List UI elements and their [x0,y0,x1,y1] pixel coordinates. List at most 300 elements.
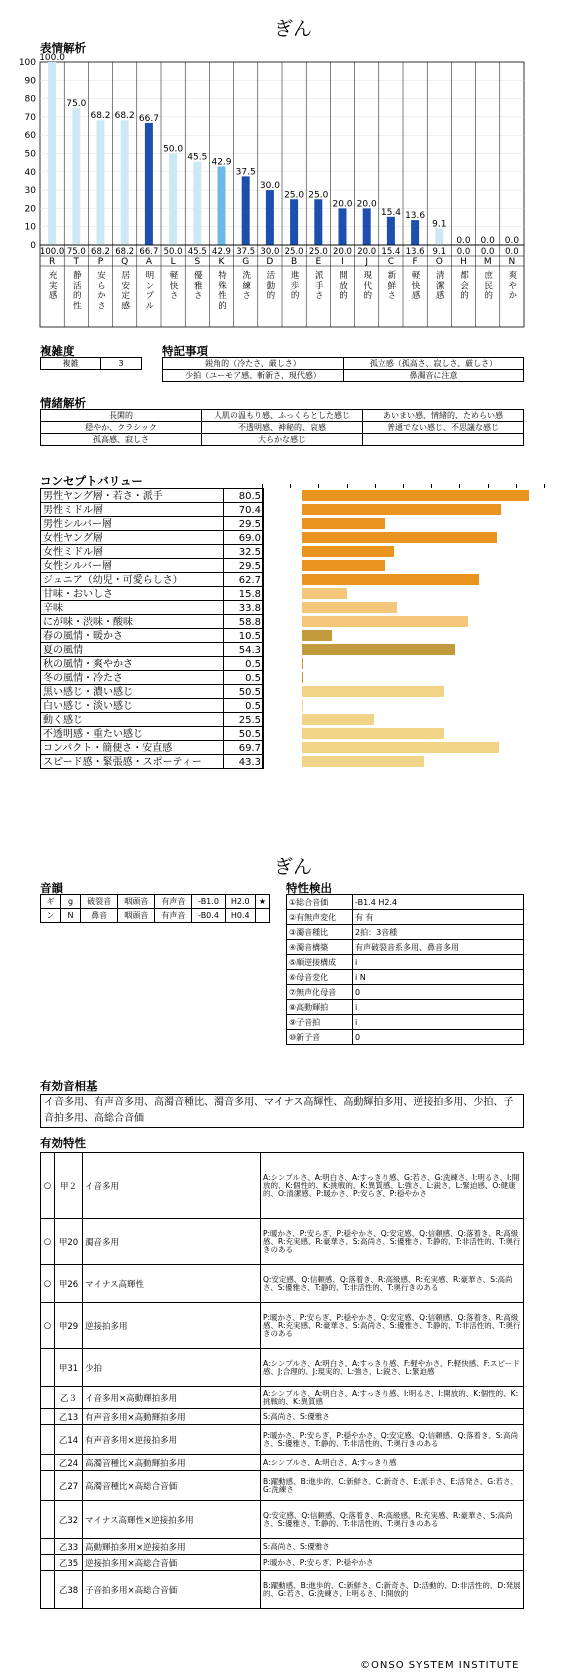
effective-code: 乙３ [55,1387,83,1409]
onso-cell: -B0.4 [192,909,225,923]
effective-mark [41,1455,55,1471]
concept-value: 25.5 [224,712,264,727]
letter-label: I [341,257,344,267]
effective-name: マイナス高輝性 [83,1265,261,1303]
feature-value: 有 有 [353,910,524,925]
effective-name: マイナス高輝性×逆接拍多用 [83,1501,261,1539]
onso-cell: 有声音 [155,895,192,909]
complexity-value: 3 [101,358,142,370]
effective-code: 乙33 [55,1539,83,1555]
feature-value: i N [353,970,524,985]
emotion-table [40,409,524,446]
concept-axis-tick [262,484,263,488]
bar-data-label: 68.2 [114,111,135,122]
effective-mark [41,1501,55,1539]
effective-code: 甲26 [55,1265,83,1303]
onso-cell [256,909,270,923]
expression-analysis-heading: 表情解析 [40,41,86,55]
value-row-label: 25.0 [308,247,328,257]
effective-desc: A:シンプルさ、A:明白さ、A:すっきり感、I:明るさ、I:開放的、K:個性的、K:挑戦的、K:異質感 [261,1387,524,1409]
value-row-label: 30.0 [260,247,280,257]
effective-mark [41,1555,55,1571]
letter-label: G [242,257,250,267]
special-note: 少拍（ユーモア感、斬新さ、現代感） [163,370,344,382]
expression-bar [169,154,177,246]
bar-data-label: 13.6 [405,211,426,222]
effective-desc: P:暖かさ、P:安らぎ、P:穏やかさ、Q:安定感、Q:信頼感、Q:落着き、S:高尚さ、S:優雅さ、T:静的、T:非活性的、T:奥行きのある [261,1425,524,1455]
concept-label: 女性シルバー層 [40,558,224,573]
value-row-label: 75.0 [66,247,86,257]
effective-code: 乙32 [55,1501,83,1539]
concept-label: コンパクト・簡便さ・安直感 [40,740,224,755]
concept-value: 70.4 [224,502,264,517]
concept-label: 動く感じ [40,712,224,727]
concept-value: 50.5 [224,684,264,699]
onso-table [40,894,270,923]
concept-value: 54.3 [224,642,264,657]
concept-axis-tick [347,484,348,488]
value-row-label: 25.0 [284,247,304,257]
feature-label: ④濁音構築 [287,940,353,955]
effective-code: 甲29 [55,1303,83,1349]
category-label: 安らかさ [95,270,106,310]
expression-bar [121,120,129,245]
feature-value: 0 [353,985,524,1000]
letter-label: A [145,257,152,267]
bar-data-label: 75.0 [66,98,87,109]
expression-bar [339,208,347,245]
bar-data-label: 30.0 [259,181,280,192]
category-label: 都会的 [458,270,469,300]
category-label: 充実感 [47,270,58,300]
concept-value: 50.5 [224,726,264,741]
effective-code: 乙13 [55,1409,83,1425]
effective-mark: ○ [41,1219,55,1265]
concept-label: スピード感・緊張感・スポーティー [40,754,224,769]
value-row-label: 45.5 [187,247,207,257]
y-tick-label: 90 [24,76,36,87]
concept-label: 夏の風情 [40,642,224,657]
effective-name: 逆接拍多用×高総合音価 [83,1555,261,1571]
concept-label: ジュニア（幼児・可愛らしさ） [40,572,224,587]
effective-desc: S:高尚さ、S:優雅さ [261,1409,524,1425]
effective-desc: B:躍動感、B:進歩的、C:新鮮さ、C:新奇さ、D:活動的、D:非活性的、D:発展的、G:若さ、G:洗練さ、I:明るさ、I:開放的 [261,1571,524,1609]
effective-name: 逆接拍多用 [83,1303,261,1349]
effective-row [41,1425,524,1455]
concept-value: 80.5 [224,488,264,503]
concept-value: 29.5 [224,558,264,573]
expression-chart [0,52,586,342]
effective-mark: ○ [41,1153,55,1219]
letter-label: E [315,257,322,267]
effective-code: 乙38 [55,1571,83,1609]
effective-table [40,1152,524,1609]
concept-value: 0.5 [224,670,264,685]
effective-code: 甲２ [55,1153,83,1219]
bar-data-label: 20.0 [356,199,377,210]
effective-row [41,1153,524,1219]
bar-data-label: 15.4 [380,207,401,218]
effective-row [41,1571,524,1609]
expression-bar [290,199,298,245]
emotion-cell [363,434,524,446]
category-label: 洗練さ [240,270,251,300]
expression-bar [193,162,201,245]
concept-value: 29.5 [224,516,264,531]
onso-cell: 有声音 [155,909,192,923]
effective-name: 濁音多用 [83,1219,261,1265]
feature-label: ⑤順逆接構成 [287,955,353,970]
bar-data-label: 0.0 [480,236,495,246]
concept-value: 43.3 [224,754,264,769]
feature-value: 有声破裂音系多用、鼻音多用 [353,940,524,955]
value-row-label: 15.4 [381,247,401,257]
value-row-label: 9.1 [432,247,447,257]
concept-axis-tick [403,484,404,488]
concept-label: 甘味・おいしさ [40,586,224,601]
effective-name: 高濁音種比×高総合音価 [83,1471,261,1501]
special-notes-table [162,357,524,382]
expression-bar [145,123,153,245]
effective-name: 高濁音種比×高動輝拍多用 [83,1455,261,1471]
letter-label: F [412,257,418,267]
concept-label: 男性ミドル層 [40,502,224,517]
concept-label: 白い感じ・淡い感じ [40,698,224,713]
effective-name: 高動輝拍多用×逆接拍多用 [83,1539,261,1555]
category-label: 爽やか [506,270,517,300]
category-label: 特殊性的 [216,270,227,310]
y-tick-label: 10 [24,222,36,233]
effective-name: 子音拍多用×高総合音価 [83,1571,261,1609]
value-row-label: 0.0 [480,247,495,257]
onso-cell: 鼻音 [81,909,118,923]
category-label: 進歩的 [289,270,300,300]
letter-label: B [291,257,298,267]
phase-heading: 有効音相基 [40,1079,98,1093]
emotion-cell: 不透明感、神秘的、哀感 [202,422,363,434]
expression-bar [242,176,250,245]
onso-cell: -B1.0 [192,895,225,909]
feature-value: -B1.4 H2.4 [353,895,524,910]
letter-label: C [387,257,395,267]
onso-cell: g [61,895,81,909]
effective-name: 少拍 [83,1349,261,1387]
expression-bar [435,228,443,245]
letter-label: S [194,257,201,267]
bar-data-label: 45.5 [187,152,208,163]
concept-label: 冬の風情・冷たさ [40,670,224,685]
complexity-heading: 複雑度 [40,344,75,358]
concept-axis-tick [459,484,460,488]
concept-value: 0.5 [224,656,264,671]
effective-heading: 有効特性 [40,1136,86,1150]
concept-axis-tick [516,484,517,488]
page-title: ぎん [273,18,312,40]
effective-mark [41,1409,55,1425]
category-label: 清潔感 [434,270,445,300]
emotion-analysis-heading: 情緒解析 [40,396,86,410]
feature-label: ①総合音価 [287,895,353,910]
effective-desc: A:シンプルさ、A:明白さ、A:すっきり感、F:軽やかさ、F:軽快感、F:スピード感、J:合理的、J:現実的、L:強さ、L:鋭さ、L:緊迫感 [261,1349,524,1387]
concept-label: 男性ヤング層・若さ・派手 [40,488,224,503]
letter-label: J [365,257,369,267]
special-note: 鋭角的（冷たさ、厳しさ） [163,358,344,370]
effective-desc: Q:安定感、Q:信頼感、Q:落着き、R:高級感、R:充実感、R:豪華さ、S:高尚さ、S:優雅さ、T:静的、T:非活性的、T:奥行きのある [261,1501,524,1539]
concept-axis-tick [544,484,545,488]
value-row-label: 66.7 [139,247,159,257]
concept-axis-tick [290,484,291,488]
value-row-label: 50.0 [163,247,183,257]
effective-code: 甲31 [55,1349,83,1387]
y-tick-label: 100 [18,58,36,68]
concept-value: 0.5 [224,698,264,713]
feature-label: ⑩新子音 [287,1030,353,1045]
effective-desc: B:躍動感、B:進歩的、C:新鮮さ、C:新奇さ、E:派手さ、E:活発さ、G:若さ、G:洗練さ [261,1471,524,1501]
concept-label: 男性シルバー層 [40,516,224,531]
effective-mark: ○ [41,1303,55,1349]
effective-desc: P:暖かさ、P:安らぎ、P:穏やかさ、Q:安定感、Q:信頼感、Q:落着き、R:高級感、R:充実感、R:豪華さ、S:高尚さ、S:優雅さ、T:静的、T:非活性的、T:奥行きのある [261,1303,524,1349]
concept-value: 32.5 [224,544,264,559]
onso-cell: H0.4 [225,909,255,923]
letter-label: Q [121,257,129,267]
effective-desc: P:暖かさ、P:安らぎ、P:穏やかさ、Q:安定感、Q:信頼感、Q:落着き、R:高級感、R:充実感、R:豪華さ、S:高尚さ、S:優雅さ、T:静的、T:非活性的、T:奥行きのある [261,1219,524,1265]
letter-label: D [266,257,274,267]
concept-value: 62.7 [224,572,264,587]
onso-cell: ギ [41,895,61,909]
y-tick-label: 0 [30,241,36,251]
category-label: 派手さ [313,270,324,300]
feature-value: i [353,955,524,970]
expression-bar [72,108,80,245]
bar-data-label: 9.1 [432,219,447,230]
emotion-cell: 長閑的 [41,410,202,422]
complexity-label: 複雑 [41,358,101,370]
onso-cell: N [61,909,81,923]
effective-code: 乙14 [55,1425,83,1455]
category-label: 静活的性 [71,270,82,310]
feature-label: ⑨子音拍 [287,1015,353,1030]
effective-desc: P:暖かさ、P:安らぎ、P:穏やかさ [261,1555,524,1571]
effective-name: イ音多用 [83,1153,261,1219]
onso-cell: H2.0 [225,895,255,909]
concept-axis-tick [488,484,489,488]
value-row-label: 13.6 [405,247,425,257]
concept-label: 女性ミドル層 [40,544,224,559]
concept-value-heading: コンセプトバリュー [40,474,143,488]
expression-bar [314,199,322,245]
feature-label: ⑧高動輝拍 [287,1000,353,1015]
emotion-cell: あいまい感、情緒的、ためらい感 [363,410,524,422]
value-row-label: 68.2 [115,247,135,257]
y-tick-label: 20 [24,204,36,215]
effective-mark [41,1425,55,1455]
effective-row [41,1219,524,1265]
letter-label: K [218,257,225,267]
y-tick-label: 40 [24,167,36,178]
category-label: 優雅さ [192,270,203,300]
bar-data-label: 25.0 [284,190,305,201]
feature-value: 2拍：3音種 [353,925,524,940]
effective-mark [41,1349,55,1387]
category-label: 居安定感 [119,270,130,310]
effective-name: イ音多用×高動輝拍多用 [83,1387,261,1409]
copyright: ©ONSO SYSTEM INSTITUTE [360,1660,520,1671]
complexity-table [40,357,142,370]
letter-label: P [97,257,104,267]
effective-desc: Q:安定感、Q:信頼感、Q:落着き、R:高級感、R:充実感、R:豪華さ、S:高尚さ、S:優雅さ、T:静的、T:非活性的、T:奥行きのある [261,1265,524,1303]
concept-label: 春の風情・暖かさ [40,628,224,643]
concept-value: 69.0 [224,530,264,545]
effective-row [41,1387,524,1409]
bar-data-label: 68.2 [90,111,111,122]
effective-row [41,1471,524,1501]
effective-row [41,1501,524,1539]
effective-desc: A:シンプルさ、A:明白さ、A:すっきり感 [261,1455,524,1471]
emotion-cell: 孤高感、寂しさ [41,434,202,446]
category-label: 軽快感 [410,270,421,300]
concept-axis-tick [431,484,432,488]
letter-label: O [435,257,443,267]
bar-data-label: 0.0 [504,236,520,246]
feature-label: ⑥母音変化 [287,970,353,985]
letter-label: H [460,257,467,267]
special-note: 鼻濁音に注意 [344,370,524,382]
effective-row [41,1455,524,1471]
onso-cell: 破裂音 [81,895,118,909]
special-notes-heading: 特記事項 [162,344,208,358]
special-note: 孤立感（孤高さ、寂しさ、厳しさ） [344,358,524,370]
onso-cell: ン [41,909,61,923]
value-row-label: 100.0 [39,247,65,257]
value-row-label: 0.0 [456,247,471,257]
effective-mark [41,1539,55,1555]
emotion-cell: 大らかな感じ [202,434,363,446]
concept-value: 15.8 [224,586,264,601]
concept-label: 辛味 [40,600,224,615]
effective-desc: S:高尚さ、S:優雅さ [261,1539,524,1555]
effective-code: 乙35 [55,1555,83,1571]
category-label: 開放的 [337,270,348,300]
effective-row [41,1539,524,1555]
category-label: 新鮮さ [385,270,396,300]
y-tick-label: 50 [24,149,36,160]
expression-bar [387,217,395,245]
effective-mark [41,1471,55,1501]
y-tick-label: 70 [24,112,36,123]
expression-bar [218,166,226,245]
effective-row [41,1265,524,1303]
bar-data-label: 42.9 [211,157,232,168]
effective-mark [41,1387,55,1409]
value-row-label: 20.0 [357,247,377,257]
category-label: 明ンプル [143,270,154,310]
feature-label: ②有無声変化 [287,910,353,925]
expression-bar [97,120,105,245]
category-label: 軽快さ [168,270,179,300]
effective-row [41,1409,524,1425]
y-tick-label: 60 [24,131,36,142]
expression-bar [411,220,419,245]
bar-data-label: 50.0 [163,144,184,155]
value-row-label: 0.0 [505,247,519,257]
concept-axis-tick [318,484,319,488]
expression-bar [266,190,274,245]
effective-row [41,1555,524,1571]
bar-data-label: 0.0 [456,236,471,246]
value-row-label: 20.0 [333,247,352,257]
concept-label: 秋の風情・爽やかさ [40,656,224,671]
phase-text: イ音多用、有声音多用、高濁音種比、濁音多用、マイナス高輝性、高動輝拍多用、逆接拍多用、少拍、子音拍多用、高総合音価 [40,1094,524,1128]
concept-value: 33.8 [224,600,264,615]
bar-data-label: 66.7 [138,113,159,124]
effective-mark: ○ [41,1265,55,1303]
concept-label: 黒い感じ・濃い感じ [40,684,224,699]
letter-label: T [73,257,80,267]
value-row-label: 37.5 [236,247,256,257]
page-title: ぎん [273,856,312,878]
concept-value: 69.7 [224,740,264,755]
onso-cell: 咽頭音 [118,895,155,909]
effective-code: 甲20 [55,1219,83,1265]
effective-code: 乙24 [55,1455,83,1471]
bar-data-label: 25.0 [308,190,329,201]
y-tick-label: 30 [24,186,36,197]
feature-value: i [353,1000,524,1015]
onso-cell: 咽頭音 [118,909,155,923]
category-label: 活動的 [264,270,275,300]
onso-heading: 音韻 [40,881,63,895]
expression-bar [48,62,56,245]
expression-bar [363,208,371,245]
emotion-cell: 人肌の温もり感、ふっくらとした感じ [202,410,363,422]
effective-row [41,1349,524,1387]
feature-label: ③濁音種比 [287,925,353,940]
bar-data-label: 20.0 [332,199,353,210]
y-tick-label: 80 [24,94,36,105]
feature-value: 0 [353,1030,524,1045]
effective-row [41,1303,524,1349]
concept-label: 不透明感・重たい感じ [40,726,224,741]
feature-detect-table [286,894,524,1045]
category-label: 庶民的 [482,270,493,300]
bar-data-label: 100.0 [39,53,65,63]
feature-value: i [353,1015,524,1030]
category-label: 現代的 [361,270,372,300]
value-row-label: 42.9 [212,247,231,257]
emotion-cell: 穏やか、クラシック [41,422,202,434]
bar-data-label: 37.5 [235,167,256,178]
concept-axis [262,488,544,768]
concept-label: にが味・渋味・酸味 [40,614,224,629]
effective-name: 有声音多用×高動輝拍多用 [83,1409,261,1425]
letter-label: N [508,257,516,267]
value-row-label: 68.2 [91,247,110,257]
letter-label: L [170,257,176,267]
concept-value: 58.8 [224,614,264,629]
emotion-cell: 普通でない感じ、不思議な感じ [363,422,524,434]
letter-label: M [483,257,492,267]
effective-code: 乙27 [55,1471,83,1501]
concept-axis-tick [375,484,376,488]
onso-cell: ★ [256,895,270,909]
concept-value: 10.5 [224,628,264,643]
feature-label: ⑦無声化母音 [287,985,353,1000]
effective-name: 有声音多用×逆接拍多用 [83,1425,261,1455]
effective-mark [41,1571,55,1609]
letter-label: R [48,257,56,267]
feature-detect-heading: 特性検出 [286,881,332,895]
effective-desc: A:シンプルさ、A:明白さ、A:すっきり感、G:若さ、G:洗練さ、I:明るさ、I:開放的、K:個性的、K:挑戦的、K:異質感、L:強さ、L:鋭さ、L:緊迫感、O:健康的、O:清潔感、P:暖かさ、P:安らぎ、P:穏やかさ [261,1153,524,1219]
